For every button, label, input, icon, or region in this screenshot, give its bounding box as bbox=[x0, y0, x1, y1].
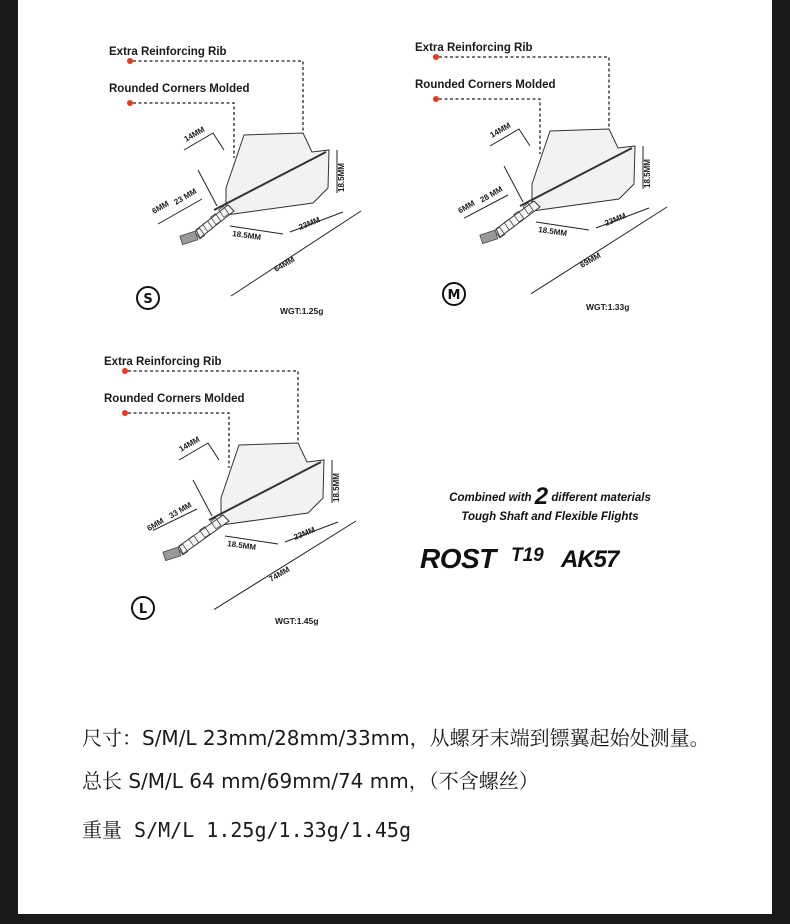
dim-shaft-len-label: 33 MM bbox=[167, 500, 194, 521]
dim-shaft-tick bbox=[198, 170, 217, 206]
flight-shape bbox=[221, 443, 324, 525]
dim-flight-len-label: 23MM bbox=[603, 211, 628, 228]
rib-dot bbox=[127, 58, 133, 64]
spec-length-line: 总长 S/M/L 64 mm/69mm/74 mm，（不含螺丝） bbox=[82, 769, 539, 793]
corners-leader bbox=[133, 103, 234, 158]
dim-shaft-len-label: 28 MM bbox=[478, 184, 505, 205]
corners-dot bbox=[122, 410, 128, 416]
flight-shape bbox=[532, 129, 635, 211]
corners-dot bbox=[433, 96, 439, 102]
dim-height-label: 18.5MM bbox=[332, 473, 341, 502]
feature-line-1 bbox=[400, 483, 700, 511]
spec-size-line: 尺寸：S/M/L 23mm/28mm/33mm，从螺牙末端到镖翼起始处测量。 bbox=[82, 726, 710, 750]
dim-6-label: 6MM bbox=[150, 199, 171, 216]
feature-prefix: Combined with bbox=[449, 492, 532, 504]
dim-total bbox=[531, 207, 667, 294]
dim-6-label: 6MM bbox=[456, 198, 477, 216]
dim-span-label: 18.5MM bbox=[231, 229, 262, 243]
rib-label: Extra Reinforcing Rib bbox=[104, 356, 222, 368]
thread bbox=[180, 231, 198, 245]
rib-dot bbox=[122, 368, 128, 374]
feature-line-2: Tough Shaft and Flexible Flights bbox=[461, 511, 639, 523]
dim-total bbox=[231, 211, 361, 296]
dim-total-label: 69MM bbox=[578, 250, 603, 270]
dim-flight-top-label: 14MM bbox=[182, 124, 207, 144]
dim-shaft-tick bbox=[504, 166, 523, 202]
dim-flight-top-label: 14MM bbox=[177, 434, 202, 454]
dim-span-label: 18.5MM bbox=[537, 225, 568, 239]
diagram-m bbox=[415, 42, 667, 312]
flight-diagrams bbox=[18, 0, 772, 700]
shaft-body bbox=[179, 515, 229, 554]
weight-label: WGT:1.25g bbox=[280, 306, 324, 316]
diagram-l bbox=[104, 356, 356, 626]
size-letter: M bbox=[447, 288, 461, 303]
dim-total-label: 64MM bbox=[272, 254, 297, 274]
dim-shaft-len-label: 23 MM bbox=[172, 186, 199, 207]
dim-span-label: 18.5MM bbox=[226, 539, 257, 553]
rib-label: Extra Reinforcing Rib bbox=[415, 42, 533, 54]
dim-shaft-tick bbox=[193, 480, 212, 516]
diagram-s bbox=[109, 46, 361, 316]
dim-flight-top-label: 14MM bbox=[488, 120, 513, 140]
feature-number: 2 bbox=[534, 483, 549, 510]
weight-label: WGT:1.33g bbox=[586, 302, 630, 312]
rib-dot bbox=[433, 54, 439, 60]
thread bbox=[163, 547, 181, 561]
brand-t19-logo: T19 bbox=[511, 545, 544, 566]
product-detail-canvas bbox=[18, 0, 772, 914]
rib-label: Extra Reinforcing Rib bbox=[109, 46, 227, 58]
flight-shape bbox=[226, 133, 329, 215]
corners-leader bbox=[128, 413, 229, 468]
dim-flight-len-label: 23MM bbox=[292, 525, 317, 542]
corners-dot bbox=[127, 100, 133, 106]
brand-rost-logo: ROST bbox=[420, 543, 496, 574]
brand-ak57-logo: AK57 bbox=[561, 546, 619, 573]
corners-label: Rounded Corners Molded bbox=[415, 79, 556, 91]
feature-suffix: different materials bbox=[551, 492, 651, 504]
thread bbox=[480, 230, 498, 244]
dim-height-label: 18.5MM bbox=[337, 163, 346, 192]
dim-height-label: 18.5MM bbox=[643, 159, 652, 188]
dim-flight-len-label: 23MM bbox=[297, 215, 322, 232]
weight-label: WGT:1.45g bbox=[275, 616, 319, 626]
dim-total-label: 74MM bbox=[267, 564, 292, 584]
corners-leader bbox=[439, 99, 540, 154]
size-letter: S bbox=[143, 292, 153, 307]
corners-label: Rounded Corners Molded bbox=[109, 83, 250, 95]
spec-weight-line: 重量 S/M/L 1.25g/1.33g/1.45g bbox=[82, 818, 411, 842]
size-letter: L bbox=[138, 602, 148, 617]
dim-6-label: 6MM bbox=[145, 516, 166, 533]
corners-label: Rounded Corners Molded bbox=[104, 393, 245, 405]
